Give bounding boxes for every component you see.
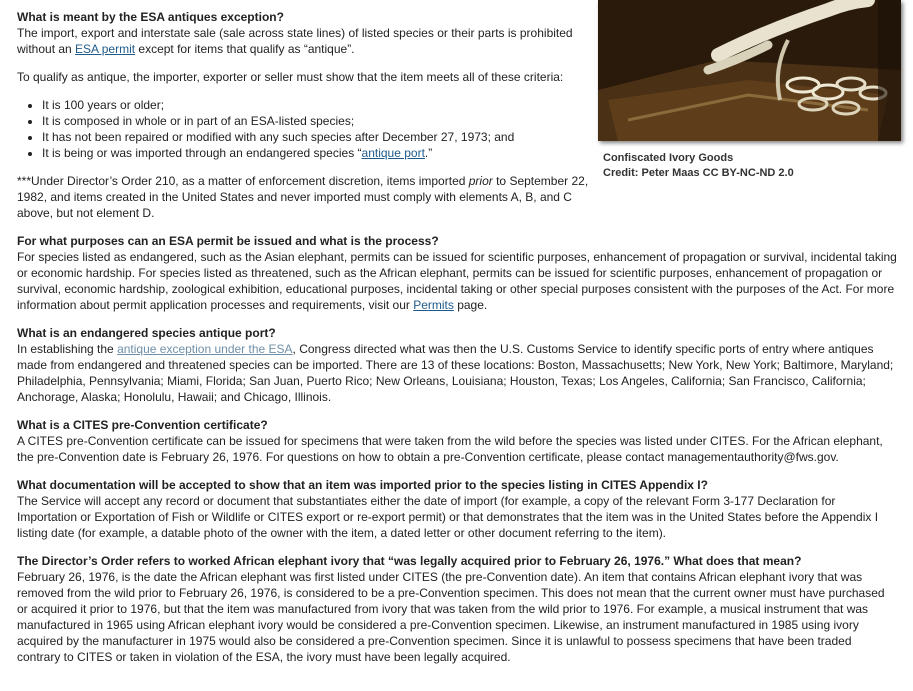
faq-heading: What is a CITES pre-Convention certificate?	[17, 418, 268, 432]
faq-heading: What is meant by the ESA antiques exception?	[17, 10, 284, 24]
esa-permit-link[interactable]: ESA permit	[75, 42, 136, 56]
figure-caption-title: Confiscated Ivory Goods	[603, 152, 734, 164]
faq-heading: For what purposes can an ESA permit be issued and what is the process?	[17, 234, 439, 248]
antique-exception-link[interactable]: antique exception under the ESA	[117, 342, 293, 356]
list-item: • It has not been repaired or modified with any such species after December 27, 1973; and	[42, 129, 602, 145]
faq-text: To qualify as antique, the importer, exporter or seller must show that the item meets all of these criteria:	[17, 70, 564, 84]
faq-text: The import, export and interstate sale (sale across state lines) of listed species or their parts is prohibited without an ESA permit except for items that qualify as “antique”.	[17, 26, 573, 56]
permits-link[interactable]: Permits	[413, 298, 454, 312]
faq-section-legally-acquired	[17, 553, 897, 665]
faq-section-cites-certificate	[17, 417, 897, 465]
faq-text: The Service will accept any record or document that substantiates either the date of import (for example, a copy of the relevant Form 3-177 Declaration for Importation or Exportation of Fish or Wildlife or CITES export or re-export permit) or that demonstrates that the item was in the United States before the Appendix I listing date (for example, a datable photo of the owner with the item, a dated letter or other document referring to the item).	[17, 494, 879, 540]
antique-criteria-list	[17, 97, 602, 161]
faq-heading: The Director’s Order refers to worked African elephant ivory that “was legally acquired prior to February 26, 1976.” What does that mean?	[17, 554, 802, 568]
faq-text: For species listed as endangered, such as the Asian elephant, permits can be issued for scientific purposes, enhancement of propagation or survival, incidental taking or economic hardship. For species listed as threatened, such as the African elephant, permits can be issued for scientific purposes, enhancement of propagation or survival, economic hardship, zoological exhibition, educational purposes, incidental taking or other special purposes consistent with the purposes of the Act. For more information about permit application processes and requirements, visit our Permits page.	[17, 250, 897, 312]
list-item: • It is composed in whole or in part of an ESA-listed species;	[42, 113, 602, 129]
faq-text: A CITES pre-Convention certificate can be issued for specimens that were taken from the wild before the species was listed under CITES. For the African elephant, the pre-Convention date is February 26, 1976. For questions on how to obtain a pre-Convention certificate, please contact managementauthority@fws.gov.	[17, 434, 883, 464]
list-item: • It is being or was imported through an endangered species “antique port.”	[42, 145, 602, 161]
faq-heading: What is an endangered species antique port?	[17, 326, 276, 340]
faq-section-antique-port	[17, 325, 897, 405]
faq-heading: What documentation will be accepted to show that an item was imported prior to the species listing in CITES Appendix I?	[17, 478, 708, 492]
faq-content	[17, 9, 897, 677]
faq-text: February 26, 1976, is the date the African elephant was first listed under CITES (the pre-Convention date). An item that contains African elephant ivory that was removed from the wild prior to February 26, 1976, is considered to be a pre-Convention specimen. This does not mean that the current owner must have purchased or acquired it prior to 1976, but that the item was manufactured from ivory that was taken from the wild prior to 1976. For example, a musical instrument that was manufactured in 1965 using African elephant ivory would be considered a pre-Convention specimen. Likewise, an instrument manufactured in 1985 using ivory acquired by the manufacturer in 1975 would also be considered a pre-Convention specimen. Since it is unlawful to possess specimens that have been traded contrary to CITES or taken in violation of the ESA, the ivory must have been legally acquired.	[17, 570, 885, 664]
list-item: • It is 100 years or older;	[42, 97, 602, 113]
figure-caption-credit: Credit: Peter Maas CC BY-NC-ND 2.0	[603, 167, 794, 179]
faq-text: In establishing the antique exception under the ESA, Congress directed what was then the U.S. Customs Service to identify specific ports of entry where antiques made from endangered and threatened species can be imported. There are 13 of these locations: Boston, Massachusetts; New York, New York; Baltimore, Maryland; Philadelphia, Pennsylvania; Miami, Florida; San Juan, Puerto Rico; New Orleans, Louisiana; Houston, Texas; Los Angeles, California; San Francisco, California; Anchorage, Alaska; Honolulu, Hawaii; and Chicago, Illinois.	[17, 342, 894, 404]
faq-section-documentation	[17, 477, 897, 541]
faq-section-antiques-exception	[17, 9, 589, 57]
directors-order-note: ***Under Director’s Order 210, as a matter of enforcement discretion, items imported prior to September 22, 1982, and items created in the United States and never imported must comply with elements A, B, and C above, but not element D.	[17, 174, 589, 220]
faq-section-permit-purposes	[17, 233, 897, 313]
antique-port-link[interactable]: antique port	[361, 146, 425, 160]
